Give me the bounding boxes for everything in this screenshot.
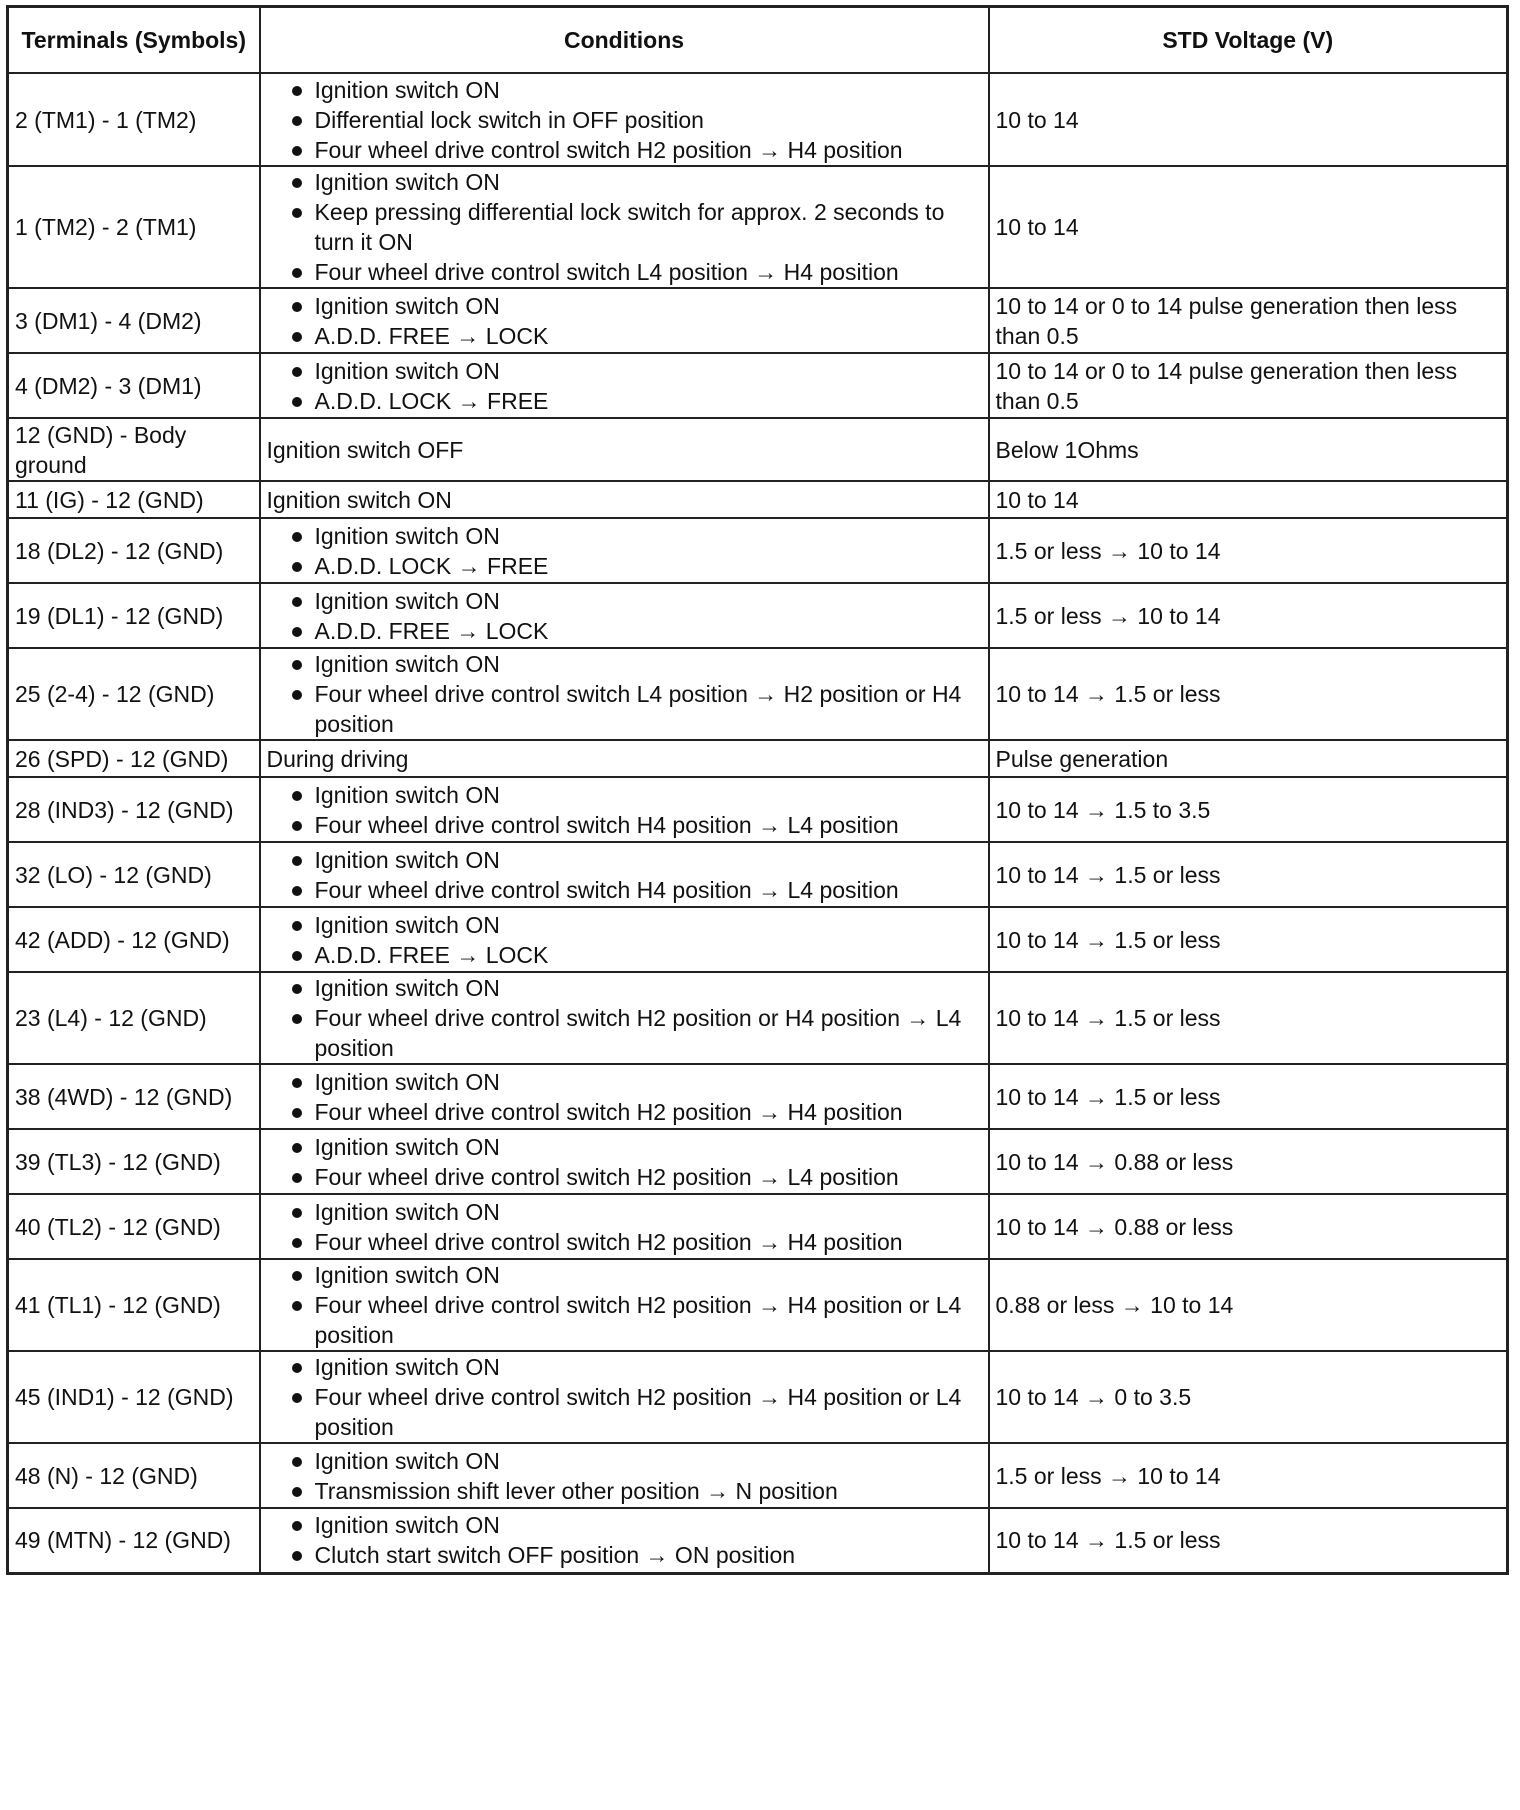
condition-item: Ignition switch ON	[267, 167, 982, 197]
terminal-cell: 42 (ADD) - 12 (GND)	[8, 907, 260, 972]
table-row	[8, 777, 1508, 842]
terminal-cell: 49 (MTN) - 12 (GND)	[8, 1508, 260, 1573]
voltage-cell: 10 to 14 → 1.5 to 3.5	[989, 777, 1508, 842]
condition-item: Ignition switch ON	[267, 780, 982, 810]
conditions-list	[267, 910, 982, 970]
condition-item: Keep pressing differential lock switch for approx. 2 seconds to turn it ON	[267, 197, 982, 257]
condition-item: Four wheel drive control switch H2 position → H4 position or L4 position	[267, 1382, 982, 1442]
table-row	[8, 740, 1508, 777]
conditions-cell	[260, 1508, 989, 1573]
table-row	[8, 353, 1508, 418]
conditions-list	[267, 649, 982, 739]
voltage-cell: 10 to 14 → 1.5 or less	[989, 648, 1508, 740]
conditions-list	[267, 1260, 982, 1350]
conditions-cell: During driving	[260, 740, 989, 777]
table-row	[8, 1443, 1508, 1508]
condition-item: Four wheel drive control switch H2 position → L4 position	[267, 1162, 982, 1192]
conditions-cell	[260, 972, 989, 1064]
terminal-cell: 23 (L4) - 12 (GND)	[8, 972, 260, 1064]
conditions-cell	[260, 1064, 989, 1129]
conditions-cell	[260, 583, 989, 648]
terminal-voltage-spec-sheet	[6, 5, 1506, 1575]
table-row	[8, 1351, 1508, 1443]
terminal-voltage-table	[6, 5, 1509, 1575]
voltage-cell: 10 to 14 → 0.88 or less	[989, 1129, 1508, 1194]
conditions-cell	[260, 648, 989, 740]
condition-item: Four wheel drive control switch H2 position → H4 position or L4 position	[267, 1290, 982, 1350]
header-conditions: Conditions	[260, 7, 989, 74]
condition-item: A.D.D. FREE → LOCK	[267, 940, 982, 970]
conditions-list	[267, 780, 982, 840]
terminal-cell: 18 (DL2) - 12 (GND)	[8, 518, 260, 583]
conditions-list	[267, 521, 982, 581]
conditions-cell	[260, 1259, 989, 1351]
condition-item: Ignition switch ON	[267, 1446, 982, 1476]
conditions-list	[267, 973, 982, 1063]
table-body	[8, 73, 1508, 1573]
conditions-cell	[260, 907, 989, 972]
condition-item: Four wheel drive control switch H4 position → L4 position	[267, 875, 982, 905]
voltage-cell: 10 to 14 → 1.5 or less	[989, 907, 1508, 972]
condition-item: Ignition switch ON	[267, 356, 982, 386]
conditions-cell	[260, 353, 989, 418]
conditions-list	[267, 1132, 982, 1192]
table-row	[8, 518, 1508, 583]
terminal-cell: 45 (IND1) - 12 (GND)	[8, 1351, 260, 1443]
condition-item: Four wheel drive control switch H2 position → H4 position	[267, 1227, 982, 1257]
conditions-cell	[260, 518, 989, 583]
voltage-cell: 10 to 14	[989, 481, 1508, 518]
terminal-cell: 39 (TL3) - 12 (GND)	[8, 1129, 260, 1194]
voltage-cell: 0.88 or less → 10 to 14	[989, 1259, 1508, 1351]
voltage-cell: 10 to 14 → 0 to 3.5	[989, 1351, 1508, 1443]
table-row	[8, 648, 1508, 740]
condition-item: Ignition switch ON	[267, 910, 982, 940]
voltage-cell: 10 to 14	[989, 166, 1508, 288]
conditions-cell	[260, 1351, 989, 1443]
conditions-list	[267, 845, 982, 905]
table-row	[8, 1508, 1508, 1573]
condition-item: Four wheel drive control switch L4 position → H2 position or H4 position	[267, 679, 982, 739]
terminal-cell: 48 (N) - 12 (GND)	[8, 1443, 260, 1508]
terminal-cell: 25 (2-4) - 12 (GND)	[8, 648, 260, 740]
conditions-cell	[260, 1129, 989, 1194]
conditions-cell	[260, 73, 989, 166]
table-row	[8, 1064, 1508, 1129]
condition-item: Ignition switch ON	[267, 291, 982, 321]
conditions-list	[267, 291, 982, 351]
table-row	[8, 907, 1508, 972]
terminal-cell: 28 (IND3) - 12 (GND)	[8, 777, 260, 842]
conditions-cell	[260, 777, 989, 842]
condition-item: Differential lock switch in OFF position	[267, 105, 982, 135]
conditions-cell: Ignition switch OFF	[260, 418, 989, 481]
condition-item: Four wheel drive control switch H2 position or H4 position → L4 position	[267, 1003, 982, 1063]
terminal-cell: 26 (SPD) - 12 (GND)	[8, 740, 260, 777]
table-row	[8, 418, 1508, 481]
table-row	[8, 1129, 1508, 1194]
conditions-list	[267, 356, 982, 416]
conditions-cell	[260, 1194, 989, 1259]
table-row	[8, 842, 1508, 907]
conditions-list	[267, 1067, 982, 1127]
terminal-cell: 11 (IG) - 12 (GND)	[8, 481, 260, 518]
conditions-list	[267, 167, 982, 287]
conditions-list	[267, 75, 982, 165]
conditions-list	[267, 1446, 982, 1506]
condition-item: Four wheel drive control switch L4 position → H4 position	[267, 257, 982, 287]
conditions-list	[267, 1197, 982, 1257]
table-header	[8, 7, 1508, 74]
condition-item: A.D.D. LOCK → FREE	[267, 386, 982, 416]
condition-item: Clutch start switch OFF position → ON position	[267, 1540, 982, 1570]
conditions-list	[267, 1510, 982, 1570]
terminal-cell: 41 (TL1) - 12 (GND)	[8, 1259, 260, 1351]
terminal-cell: 1 (TM2) - 2 (TM1)	[8, 166, 260, 288]
condition-item: Ignition switch ON	[267, 1197, 982, 1227]
condition-item: Ignition switch ON	[267, 649, 982, 679]
table-row	[8, 1259, 1508, 1351]
voltage-cell: 10 to 14 → 1.5 or less	[989, 842, 1508, 907]
condition-item: A.D.D. LOCK → FREE	[267, 551, 982, 581]
terminal-cell: 38 (4WD) - 12 (GND)	[8, 1064, 260, 1129]
header-row	[8, 7, 1508, 74]
voltage-cell: 10 to 14	[989, 73, 1508, 166]
table-row	[8, 73, 1508, 166]
condition-item: Four wheel drive control switch H2 position → H4 position	[267, 135, 982, 165]
table-row	[8, 583, 1508, 648]
header-std-voltage: STD Voltage (V)	[989, 7, 1508, 74]
condition-item: Ignition switch ON	[267, 845, 982, 875]
terminal-cell: 3 (DM1) - 4 (DM2)	[8, 288, 260, 353]
condition-item: Ignition switch ON	[267, 75, 982, 105]
condition-item: Ignition switch ON	[267, 586, 982, 616]
table-row	[8, 481, 1508, 518]
terminal-cell: 40 (TL2) - 12 (GND)	[8, 1194, 260, 1259]
table-row	[8, 1194, 1508, 1259]
condition-item: A.D.D. FREE → LOCK	[267, 321, 982, 351]
voltage-cell: 1.5 or less → 10 to 14	[989, 518, 1508, 583]
conditions-cell	[260, 166, 989, 288]
condition-item: Ignition switch ON	[267, 1067, 982, 1097]
voltage-cell: 1.5 or less → 10 to 14	[989, 583, 1508, 648]
conditions-cell	[260, 842, 989, 907]
table-row	[8, 166, 1508, 288]
condition-item: Four wheel drive control switch H4 position → L4 position	[267, 810, 982, 840]
condition-item: Ignition switch ON	[267, 1260, 982, 1290]
conditions-cell	[260, 288, 989, 353]
conditions-cell: Ignition switch ON	[260, 481, 989, 518]
condition-item: Ignition switch ON	[267, 521, 982, 551]
condition-item: A.D.D. FREE → LOCK	[267, 616, 982, 646]
terminal-cell: 12 (GND) - Body ground	[8, 418, 260, 481]
terminal-cell: 32 (LO) - 12 (GND)	[8, 842, 260, 907]
conditions-cell	[260, 1443, 989, 1508]
terminal-cell: 2 (TM1) - 1 (TM2)	[8, 73, 260, 166]
voltage-cell: 10 to 14 → 1.5 or less	[989, 1064, 1508, 1129]
condition-item: Four wheel drive control switch H2 position → H4 position	[267, 1097, 982, 1127]
condition-item: Ignition switch ON	[267, 973, 982, 1003]
condition-item: Ignition switch ON	[267, 1132, 982, 1162]
header-terminals: Terminals (Symbols)	[8, 7, 260, 74]
voltage-cell: 10 to 14 or 0 to 14 pulse generation then less than 0.5	[989, 288, 1508, 353]
voltage-cell: Below 1Ohms	[989, 418, 1508, 481]
voltage-cell: 10 to 14 → 1.5 or less	[989, 972, 1508, 1064]
condition-item: Ignition switch ON	[267, 1510, 982, 1540]
table-row	[8, 972, 1508, 1064]
terminal-cell: 4 (DM2) - 3 (DM1)	[8, 353, 260, 418]
voltage-cell: 10 to 14 → 1.5 or less	[989, 1508, 1508, 1573]
terminal-cell: 19 (DL1) - 12 (GND)	[8, 583, 260, 648]
voltage-cell: 10 to 14 → 0.88 or less	[989, 1194, 1508, 1259]
conditions-list	[267, 1352, 982, 1442]
conditions-list	[267, 586, 982, 646]
condition-item: Ignition switch ON	[267, 1352, 982, 1382]
voltage-cell: 1.5 or less → 10 to 14	[989, 1443, 1508, 1508]
condition-item: Transmission shift lever other position → N position	[267, 1476, 982, 1506]
voltage-cell: Pulse generation	[989, 740, 1508, 777]
table-row	[8, 288, 1508, 353]
voltage-cell: 10 to 14 or 0 to 14 pulse generation then less than 0.5	[989, 353, 1508, 418]
